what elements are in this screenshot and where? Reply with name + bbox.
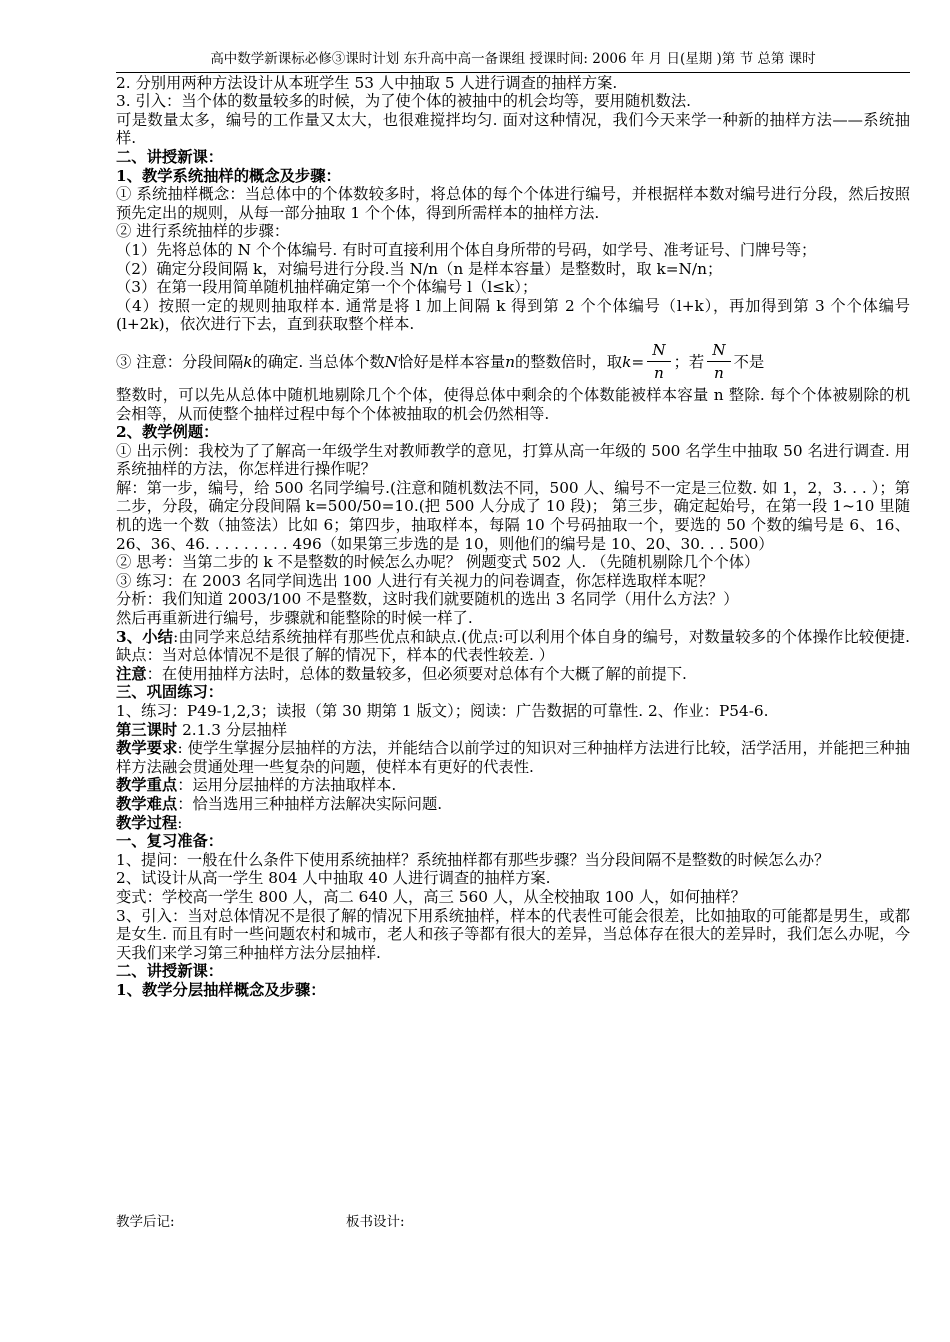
example-solution: 解：第一步，编号，给 500 名同学编号.(注意和随机数法不同，500 人、编号不一定是三位数. 如 1，2，3. . . ）；第二步，分段，确定分段间隔 k=500/50=10.(把 500 人分成了 10 段)； 第三步，确定起始号，在第一段 1~10 里随机的选一个数（抽签法）比如 6；第四步，抽取样本，每隔 10 个号码抽取一个，要选的 50 个数的编号是 6、16、26、36、46. . . . . . . . . 496（如果第三步选的是 10，则他们的编号是 10、20、30. . . 500）: [116, 478, 910, 553]
note-text-d: 的整数倍时，取: [514, 352, 623, 371]
fraction-numerator-2: N: [707, 339, 730, 362]
note-continuation: 整数时，可以先从总体中随机地剔除几个个体，使得总体中剩余的个体数能被样本容量 n 整除. 每个个体被剔除的机会相等，从而使整个抽样过程中每个个体被抽取的机会仍然相等.: [116, 385, 910, 423]
subsection-heading-2: 2、教学例题：: [116, 423, 219, 442]
teaching-key-points: [116, 776, 910, 795]
example-problem: ① 出示例：我校为了了解高一年级学生对教师教学的意见，打算从高一年级的 500 名学生中抽取 50 名进行调查. 用系统抽样的方法，你怎样进行操作呢？: [116, 441, 910, 479]
step-1: （1）先将总体的 N 个个体编号. 有时可直接利用个体自身所带的号码，如学号、准考证号、门牌号等；: [116, 240, 817, 259]
fraction-N-over-n-2: [707, 339, 730, 384]
review-heading: 一、复习准备：: [116, 832, 224, 851]
note-formula-line: [116, 338, 910, 386]
equals-sign: =: [631, 352, 645, 371]
step-4: （4）按照一定的规则抽取样本. 通常是将 l 加上间隔 k 得到第 2 个个体编号（l+k），再加得到第 3 个个体编号(l+2k)，依次进行下去，直到获取整个样本.: [116, 296, 910, 334]
requirements-label: 教学要求: [116, 739, 178, 758]
document-page: [116, 50, 910, 1000]
fraction-numerator: N: [647, 339, 670, 362]
lesson-title: [116, 721, 910, 740]
footer-board-design-label: 板书设计:: [346, 1214, 405, 1230]
step-2: （2）确定分段间隔 k，对编号进行分段.当 N/n（n 是样本容量）是整数时，取 k=N/n；: [116, 259, 723, 278]
think-question: ② 思考：当第二步的 k 不是整数的时候怎么办呢？ 例题变式 502 人. （先随机剔除几个个体）: [116, 553, 760, 572]
review-question-1: 1、提问：一般在什么条件下使用系统抽样？系统抽样都有那些步骤？当分段间隔不是整数的时候怎么办？: [116, 850, 830, 869]
section-heading-new: 二、讲授新课：: [116, 962, 224, 981]
review-question-2: 2、试设计从高一学生 804 人中抽取 40 人进行调查的抽样方案.: [116, 869, 551, 888]
note-text-c: 恰好是样本容量: [398, 352, 506, 371]
teaching-requirements: [116, 739, 910, 776]
teaching-difficulties: [116, 795, 910, 814]
process-colon: :: [177, 813, 183, 832]
attention-text: ：在使用抽样方法时，总体的数量较多，但必须要对总体有个大概了解的前提下.: [146, 664, 687, 683]
lesson-number: 第三课时: [116, 720, 178, 739]
attention-label: 注意: [116, 664, 147, 683]
review-introduction: 3、引入：当对总体情况不是很了解的情况下用系统抽样，样本的代表性可能会很差，比如抽取的可能都是男生，或都是女生. 而且有时一些问题农村和城市，老人和孩子等都有很大的差异，当总体存在很大的差异时，我们怎么办呢，今天我们来学习第三种抽样方法分层抽样.: [116, 906, 910, 962]
difficulties-label: 教学难点: [116, 794, 178, 813]
lesson-topic: 2.1.3 分层抽样: [177, 720, 288, 739]
var-n: n: [505, 352, 515, 371]
review-item-3-cont: 可是数量太多，编号的工作量又太大，也很难搅拌均匀. 面对这种情况，我们今天来学一种新的抽样方法——系统抽样.: [116, 110, 910, 148]
analysis-line: 分析：我们知道 2003/100 不是整数，这时我们就要随机的选出 3 名同学（用什么方法？）: [116, 590, 739, 609]
concept-definition: ① 系统抽样概念：当总体中的个体数较多时，将总体的每个个体进行编号，并根据样本数对编号进行分段，然后按照预先定出的规则，从每一部分抽取 1 个个体，得到所需样本的抽样方法.: [116, 185, 910, 222]
note-text-a: ③ 注意：分段间隔: [116, 352, 244, 371]
key-points-label: 教学重点: [116, 776, 178, 795]
steps-heading: ② 进行系统抽样的步骤：: [116, 222, 290, 241]
review-variant: 变式：学校高一学生 800 人，高二 640 人，高三 560 人，从全校抽取 100 人，如何抽样？: [116, 887, 746, 906]
subsection-heading-1: 1、教学系统抽样的概念及步骤：: [116, 166, 341, 185]
practice-assignments: 1、练习：P49-1,2,3；读报（第 30 期第 1 版文）；阅读：广告数据的可靠性. 2、作业：P54-6.: [116, 702, 769, 720]
note-text-f: 不是: [733, 352, 765, 371]
footer-postscript-label: 教学后记:: [116, 1214, 175, 1230]
review-item-3: 3. 引入：当个体的数量较多的时候，为了使个体的被抽中的机会均等，要用随机数法.: [116, 92, 692, 111]
section-heading-3: 三、巩固练习：: [116, 683, 224, 702]
fraction-N-over-n: [647, 339, 670, 384]
summary-paragraph: [116, 628, 910, 665]
teaching-process: [116, 814, 910, 833]
process-label: 教学过程: [116, 813, 178, 832]
subsection-heading-stratified: 1、教学分层抽样概念及步骤：: [116, 980, 326, 999]
fraction-denominator: n: [653, 364, 664, 383]
summary-label: 3、小结: [116, 627, 174, 646]
page-header: 高中数学新课标必修③课时计划 东升高中高一备课组 授课时间: 2006 年 月 日(星期 )第 节 总第 课时: [116, 50, 910, 73]
difficulties-text: ：恰当选用三种抽样方法解决实际问题.: [177, 794, 443, 813]
note-text-e: ；若: [673, 352, 705, 371]
step-3: （3）在第一段用简单随机抽样确定第一个个体编号 l（l≤k）；: [116, 278, 538, 297]
fraction-denominator-2: n: [713, 364, 724, 383]
analysis-line-2: 然后再重新进行编号，步骤就和能整除的时候一样了.: [116, 609, 473, 628]
var-N: N: [384, 352, 399, 371]
practice-question: ③ 练习：在 2003 名同学间选出 100 人进行有关视力的问卷调查，你怎样选取样本呢？: [116, 571, 714, 590]
attention-paragraph: [116, 665, 910, 684]
requirements-text: : 使学生掌握分层抽样的方法，并能结合以前学过的知识对三种抽样方法进行比较，活学活用，并能把三种抽样方法融会贯通处理一些复杂的问题，使样本有更好的代表性.: [116, 739, 910, 776]
var-k2: k: [622, 352, 632, 371]
summary-text: :由同学来总结系统抽样有那些优点和缺点.(优点:可以利用个体自身的编号，对数量较多的个体操作比较便捷. 缺点：当对总体情况不是很了解的情况下，样本的代表性较差. ）: [116, 627, 910, 665]
review-item-2: 2. 分别用两种方法设计从本班学生 53 人中抽取 5 人进行调查的抽样方案.: [116, 73, 618, 92]
var-k: k: [243, 352, 253, 371]
page-footer: [116, 1210, 405, 1230]
section-heading-2: 二、讲授新课：: [116, 147, 224, 166]
note-text-b: 的确定. 当总体个数: [252, 352, 385, 371]
key-points-text: ：运用分层抽样的方法抽取样本.: [177, 776, 397, 795]
